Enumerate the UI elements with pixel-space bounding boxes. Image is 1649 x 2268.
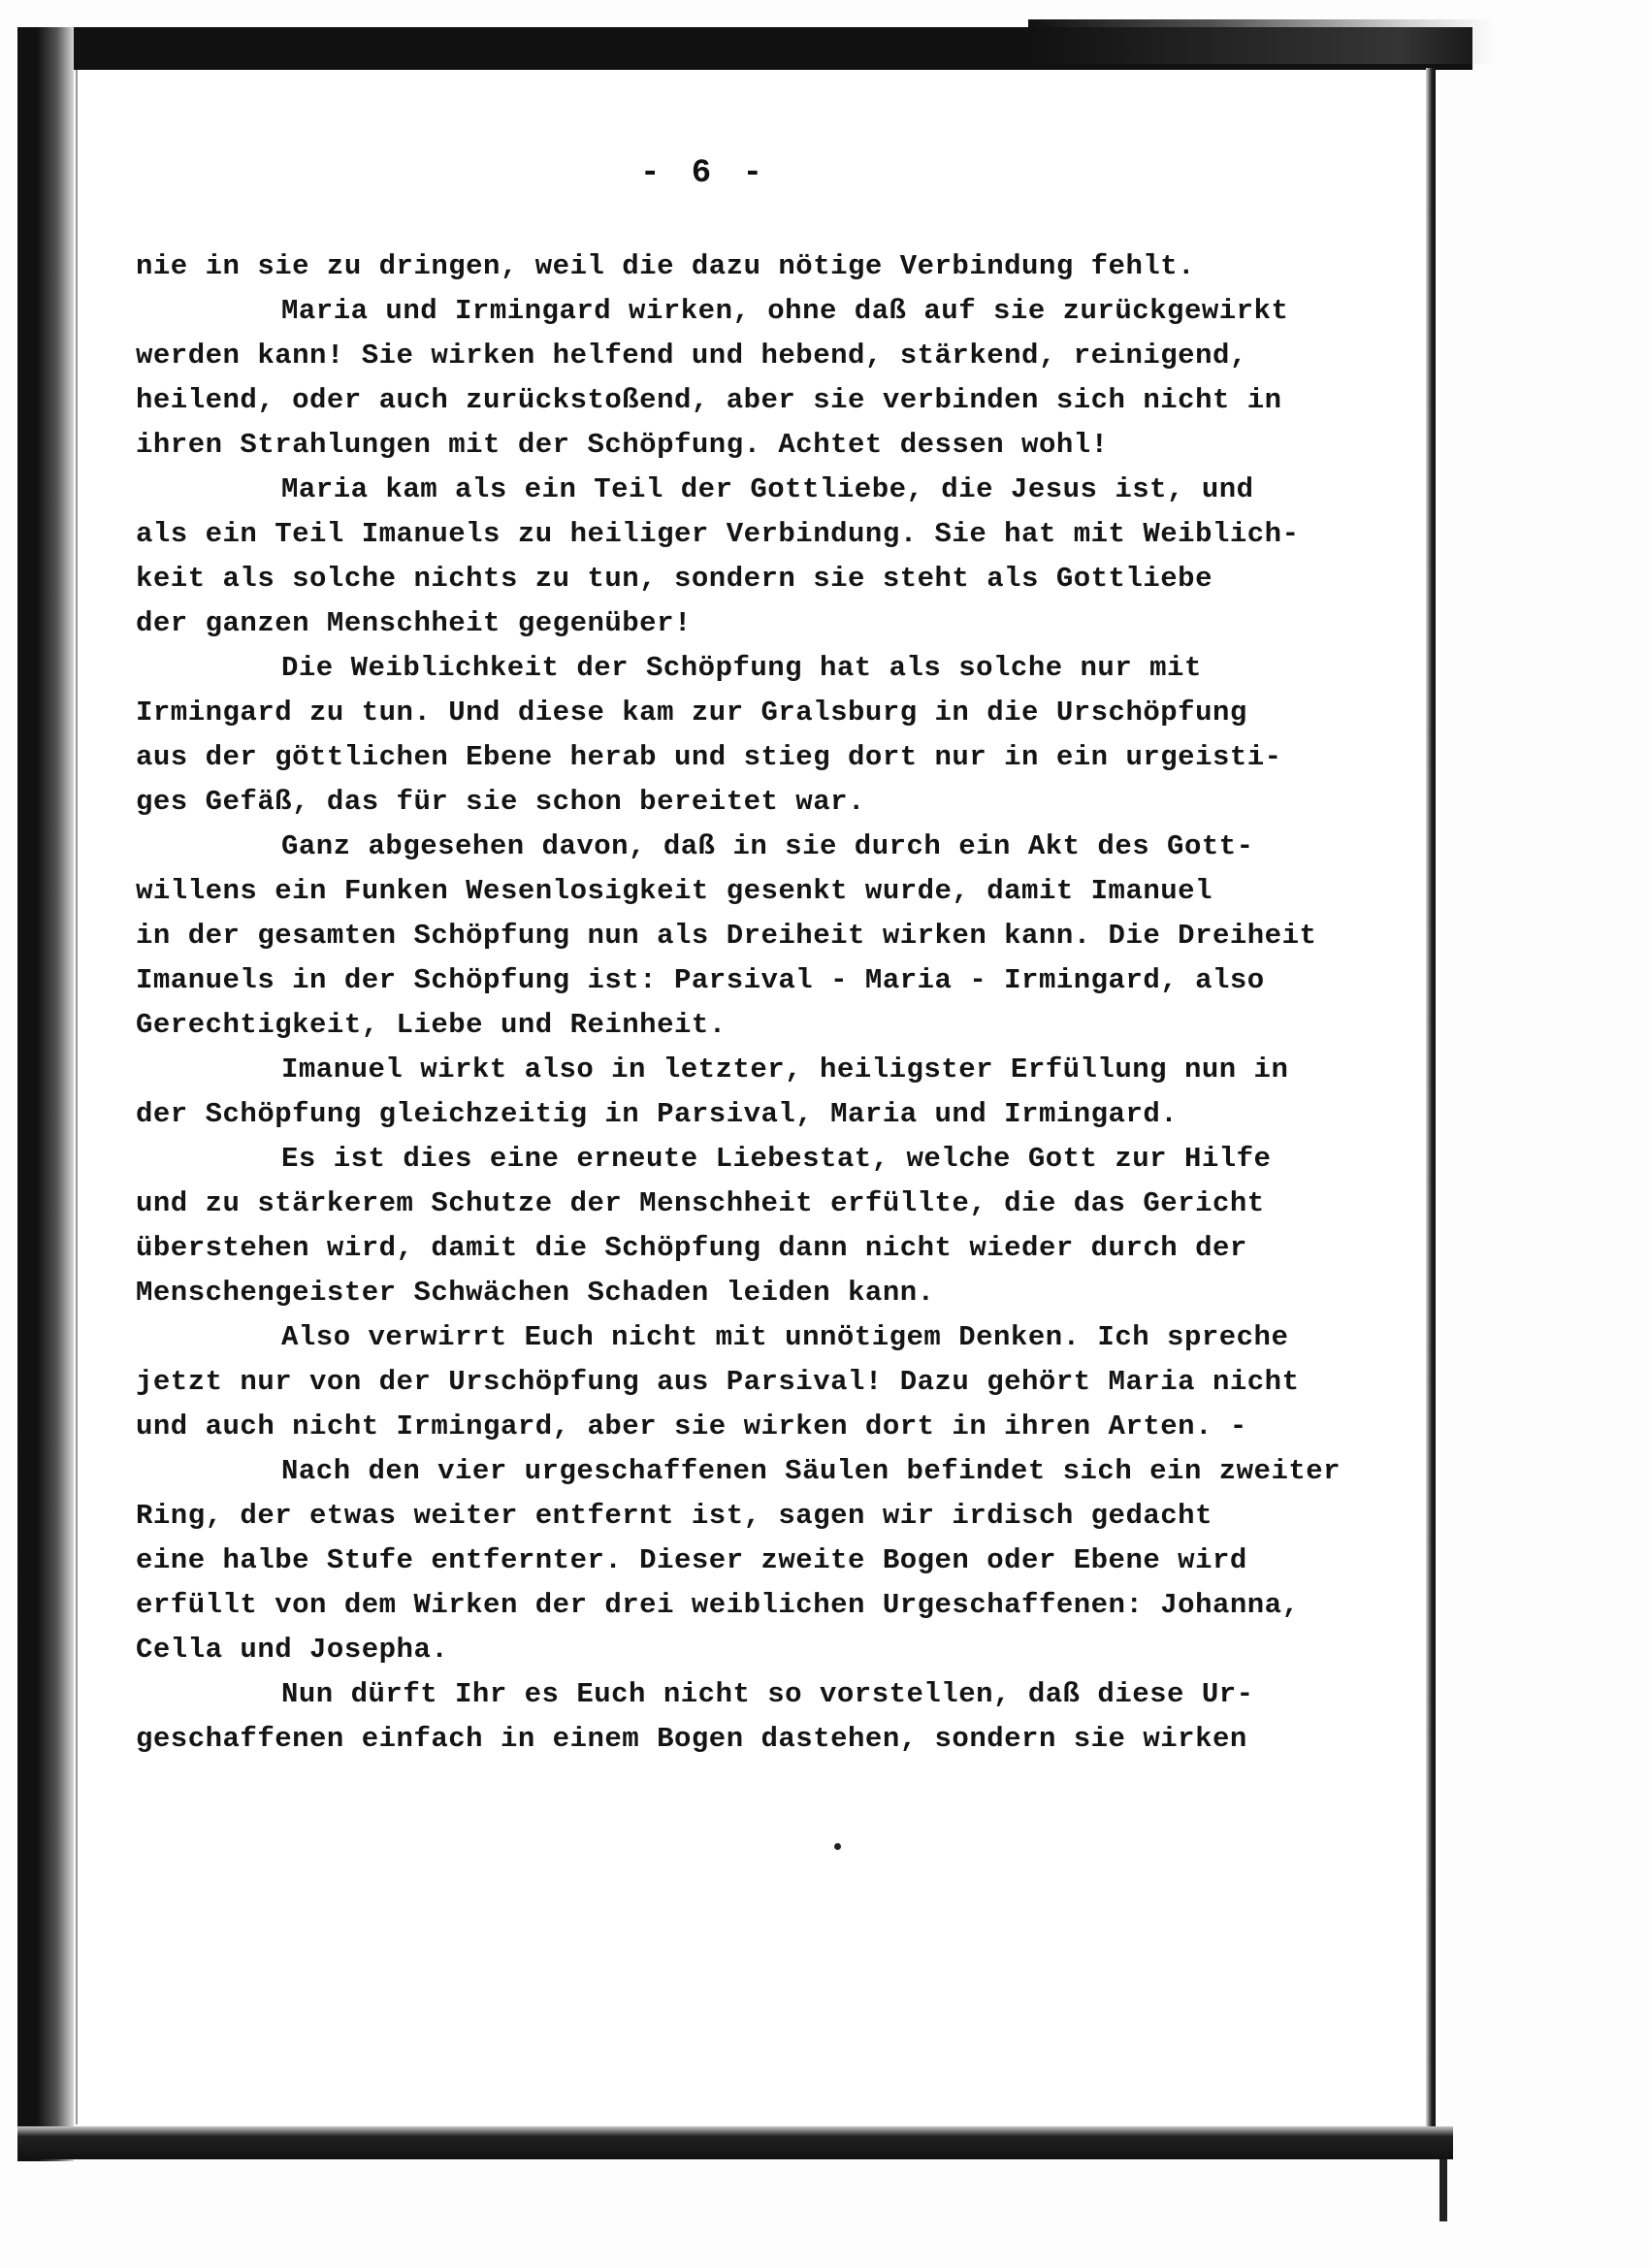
text-line: ihren Strahlungen mit der Schöpfung. Achtet dessen wohl! [136,429,1109,461]
text-line: überstehen wird, damit die Schöpfung dann nicht wieder durch der [136,1232,1247,1264]
text-line: aus der göttlichen Ebene herab und stieg dort nur in ein urgeisti- [136,741,1282,773]
text-line: erfüllt von dem Wirken der drei weiblichen Urgeschaffenen: Johanna, [136,1589,1300,1621]
text-line: jetzt nur von der Urschöpfung aus Parsival! Dazu gehört Maria nicht [136,1366,1300,1398]
text-line: als ein Teil Imanuels zu heiliger Verbindung. Sie hat mit Weiblich- [136,518,1300,550]
text-line: Maria und Irmingard wirken, ohne daß auf sie zurückgewirkt [281,295,1289,327]
text-line: nie in sie zu dringen, weil die dazu nötige Verbindung fehlt. [136,250,1196,282]
text-line: heilend, oder auch zurückstoßend, aber sie verbinden sich nicht in [136,384,1282,416]
text-line: Nun dürft Ihr es Euch nicht so vorstellen, daß diese Ur- [281,1678,1254,1710]
text-line: in der gesamten Schöpfung nun als Dreiheit wirken kann. Die Dreiheit [136,920,1317,952]
text-line: keit als solche nichts zu tun, sondern sie steht als Gottliebe [136,563,1212,595]
text-line: Gerechtigkeit, Liebe und Reinheit. [136,1009,727,1041]
margin-mark: | [17,1360,31,1384]
scan-border-top-fade [1028,19,1494,64]
text-line: Menschengeister Schwächen Schaden leiden kann. [136,1277,935,1309]
text-line: Die Weiblichkeit der Schöpfung hat als solche nur mit [281,652,1202,684]
text-line: eine halbe Stufe entfernter. Dieser zweite Bogen oder Ebene wird [136,1544,1247,1576]
text-line: Ganz abgesehen davon, daß in sie durch ein Akt des Gott- [281,830,1254,862]
margin-marks [17,1251,47,1688]
margin-mark: r [17,1506,31,1530]
body-text [136,244,1436,1762]
margin-mark: y [17,1603,31,1627]
margin-mark: s [17,1651,31,1675]
margin-mark: : [17,1409,31,1433]
text-line: Cella und Josepha. [136,1634,449,1666]
text-line: Es ist dies eine erneute Liebestat, welche Gott zur Hilfe [281,1143,1272,1175]
text-line: Also verwirrt Euch nicht mit unnötigem Denken. Ich spreche [281,1321,1289,1353]
text-line: Maria kam als ein Teil der Gottliebe, die Jesus ist, und [281,473,1254,505]
scan-border-left [17,27,74,2161]
text-line: Irmingard zu tun. Und diese kam zur Gralsburg in die Urschöpfung [136,697,1247,729]
text-line: und auch nicht Irmingard, aber sie wirken dort in ihren Arten. - [136,1410,1247,1442]
text-line: ges Gefäß, das für sie schon bereitet war. [136,786,865,818]
text-line: der ganzen Menschheit gegenüber! [136,607,692,639]
text-line: Ring, der etwas weiter entfernt ist, sagen wir irdisch gedacht [136,1500,1212,1532]
text-line: Nach den vier urgeschaffenen Säulen befindet sich ein zweiter [281,1455,1342,1487]
margin-mark: ! [17,1263,31,1287]
stray-dot [834,1843,841,1850]
text-line: Imanuel wirkt also in letzter, heiligster Erfüllung nun in [281,1053,1289,1085]
scan-border-bottom [17,2126,1453,2159]
text-line: der Schöpfung gleichzeitig in Parsival, Maria und Irmingard. [136,1098,1179,1130]
text-line: werden kann! Sie wirken helfend und hebend, stärkend, reinigend, [136,340,1247,372]
page-number: - 6 - [640,155,769,192]
margin-mark: t [17,1554,31,1578]
text-line: willens ein Funken Wesenlosigkeit gesenkt wurde, damit Imanuel [136,875,1212,907]
margin-mark: i [17,1312,31,1336]
text-line: und zu stärkerem Schutze der Menschheit erfüllte, die das Gericht [136,1187,1265,1219]
text-line: geschaffenen einfach in einem Bogen dastehen, sondern sie wirken [136,1723,1247,1755]
margin-mark: [ [17,1457,31,1481]
text-line: Imanuels in der Schöpfung ist: Parsival - Maria - Irmingard, also [136,964,1265,996]
